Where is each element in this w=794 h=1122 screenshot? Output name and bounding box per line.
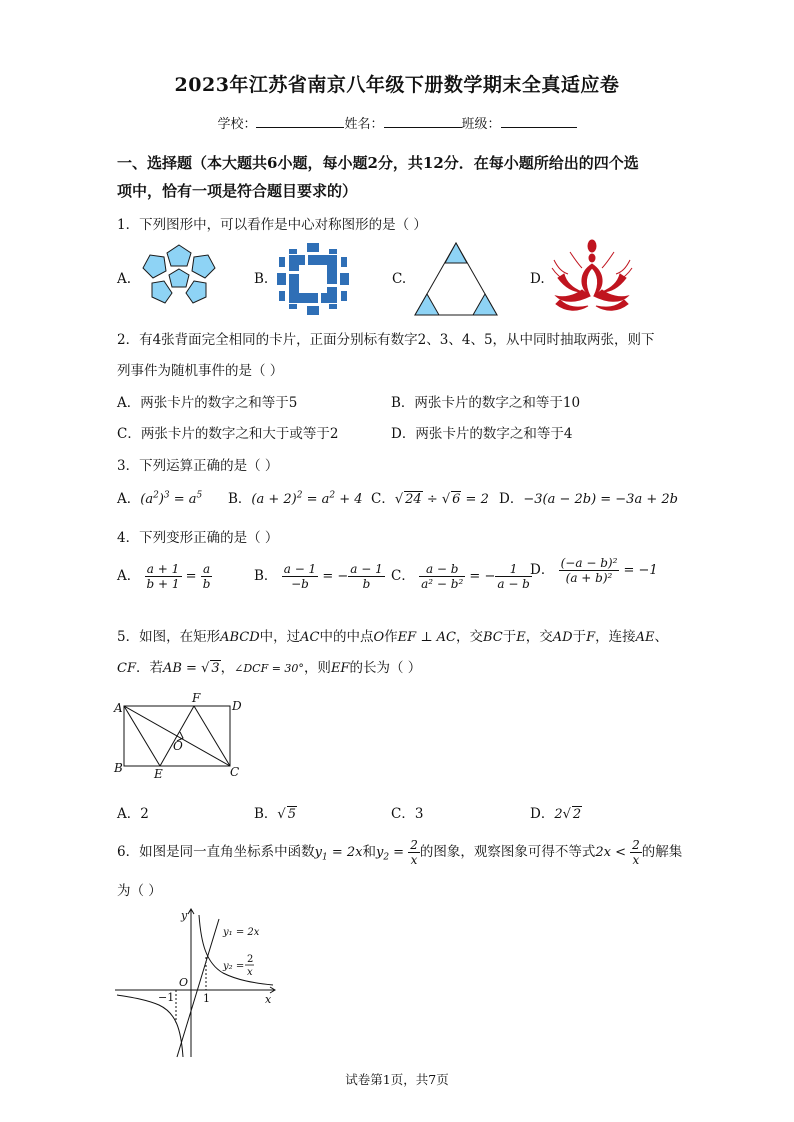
q3-label-b: B． [228, 491, 252, 507]
tick-neg1: −1 [158, 991, 175, 1004]
q6-function-graph [113, 905, 283, 1060]
q1-label-b: B. [254, 271, 269, 287]
q5-option-d: D．2√ 2 [530, 806, 582, 822]
q1-figure-b-blue-ornament [275, 241, 351, 317]
q4-label-c: C． [391, 568, 415, 584]
q4-option-a: A． $\frac{a + 1}{b + 1}$ = $\frac{a}{b}$ [117, 562, 211, 591]
q3-expr-a: $(a^2)^3 = a^5$ [140, 490, 203, 507]
q2-option-a: A．两张卡片的数字之和等于5 [117, 395, 298, 411]
q5-text-1: 5．如图，在矩形 [117, 629, 221, 645]
section-heading-line1: 一、选择题（本大题共6小题，每小题2分，共12分．在每小题所给出的四个选 [117, 154, 639, 172]
label-a: A [114, 701, 123, 715]
name-label: 姓名： [344, 117, 384, 132]
q3-expr-b: $(a + 2)^2 = a^2 + 4$ [251, 490, 363, 507]
name-blank [384, 115, 462, 128]
y2-label: y₂ = [223, 961, 245, 972]
y2-denominator: x [247, 967, 253, 978]
q4-option-d: D． $\frac{\text{(−a − b)²}}{\text{(a + b)²}}$ = −1 [530, 556, 658, 585]
q5-line1: 5．如图，在矩形ABCD中，过AC中的中点O作EF ⊥ AC，交BC于E，交AD于F，连接AE、 [117, 629, 668, 645]
q4-label-b: B． [254, 568, 278, 584]
q1-label-a: A. [117, 271, 132, 287]
q5-text-3: 中的中点 [319, 629, 374, 645]
section-heading [117, 149, 677, 205]
section-heading-line2: 项中，恰有一项是符合题目要求的） [117, 182, 358, 200]
y1-label: y₁ = 2x [223, 927, 260, 938]
q4-text: 4．下列变形正确的是（ ） [117, 530, 279, 546]
q2-line1: 2．有4张背面完全相同的卡片，正面分别标有数字2、3、4、5，从中同时抽取两张，则下 [117, 332, 655, 348]
page-footer: 试卷第1页，共7页 [345, 1072, 449, 1087]
q4-label-d: D． [530, 562, 555, 578]
q5-option-c: C．3 [391, 806, 424, 822]
q3-text: 3．下列运算正确的是（ ） [117, 458, 279, 474]
q1-text: 1．下列图形中，可以看作是中心对称图形的是（ ） [117, 217, 427, 233]
q3-label-d: D． [499, 491, 524, 507]
q5-text-14: 的长为（ ） [349, 660, 422, 676]
q4-label-a: A． [117, 568, 141, 584]
q5-text-10: 、 [654, 629, 668, 645]
school-label: 学校： [217, 117, 257, 132]
label-o: O [173, 739, 183, 753]
q4-option-c: C． $\frac{a - b}{\text{a² − b²}}$ = − $\frac{1}{a - b}$ [391, 562, 530, 591]
q3-option-a [117, 487, 202, 507]
q6-text-1: 6．如图是同一直角坐标系中函数 [117, 844, 315, 860]
q6-line1: 6．如图是同一直角坐标系中函数$y_1 = 2x$和$y_2$ = $\frac{2}{x}$ 的图象，观察图象可得不等式2x < $\frac{2}{x}$ 的解集 [117, 838, 683, 867]
q5-option-d-label: D． [530, 806, 555, 822]
q2-option-b: B．两张卡片的数字之和等于10 [391, 395, 581, 411]
segment-ae [124, 706, 160, 766]
label-d: D [232, 699, 242, 713]
q5-rectangle-figure [112, 690, 252, 782]
q2-option-d: D．两张卡片的数字之和等于4 [391, 426, 573, 442]
axis-y-label: y [181, 909, 188, 922]
origin-label: O [179, 976, 189, 989]
student-info-line [0, 113, 794, 132]
q5-option-a: A．2 [117, 806, 149, 822]
q6-text-3: 的图象，观察图象可得不等式 [419, 844, 596, 860]
page-title: 2023年江苏省南京八年级下册数学期末全真适应卷 [174, 74, 620, 96]
label-e: E [154, 767, 163, 781]
label-b: B [114, 761, 123, 775]
school-blank [256, 115, 344, 128]
q5-line2: CF．若AB = √ 3，∠DCF = 30°，则EF的长为（ ） [117, 660, 422, 676]
q5-text-12: ， [220, 660, 235, 676]
q2-line2: 列事件为随机事件的是（ ） [117, 363, 284, 379]
q1-figure-c-triangle [413, 241, 499, 317]
q5-text-6: 于 [502, 629, 517, 645]
q5-option-b-label: B． [254, 806, 278, 822]
q6-text-4: 的解集 [641, 844, 683, 860]
hyperbola-left [117, 995, 183, 1057]
q5-text-13: ，则 [303, 660, 331, 676]
q1-figure-a-pentagons [138, 243, 220, 313]
q5-text-7: ，交 [525, 629, 553, 645]
y2-numerator: 2 [247, 954, 254, 965]
q3-expr-c: √ 24 ÷ √ 6 = 2 [394, 492, 489, 507]
q5-text-2: 中，过 [259, 629, 301, 645]
q6-line2: 为（ ） [117, 883, 162, 899]
segment-ef [160, 706, 194, 766]
q3-option-c [371, 487, 489, 507]
q5-option-b: B．√ 5 [254, 806, 296, 822]
axis-x-label: x [265, 993, 272, 1006]
class-label: 班级： [461, 117, 501, 132]
hyperbola-right [199, 915, 273, 985]
label-f: F [192, 691, 201, 705]
q3-option-b [228, 487, 363, 507]
tick-1: 1 [203, 992, 210, 1005]
class-blank [501, 115, 577, 128]
q3-expr-d: −3(a − 2b) = −3a + 2b [523, 492, 678, 507]
q5-text-4: 作 [384, 629, 398, 645]
q5-text-9: ，连接 [595, 629, 636, 645]
q1-label-d: D. [530, 271, 545, 287]
q3-label-a: A． [117, 491, 141, 507]
q1-figure-d-red-ornament [550, 238, 634, 318]
q3-option-d [499, 487, 678, 507]
q5-text-11: ．若 [135, 660, 163, 676]
q5-text-8: 于 [572, 629, 587, 645]
q3-label-c: C． [371, 491, 395, 507]
q1-label-c: C. [392, 271, 407, 287]
segment-cf [194, 706, 230, 766]
q2-option-c: C．两张卡片的数字之和大于或等于2 [117, 426, 339, 442]
q5-text-5: ，交 [456, 629, 484, 645]
q6-text-2: 和 [362, 844, 376, 860]
q4-option-b: B． $\frac{a - 1}{-b}$ = − $\frac{a - 1}{b}$ [254, 562, 383, 591]
label-c: C [230, 765, 240, 779]
